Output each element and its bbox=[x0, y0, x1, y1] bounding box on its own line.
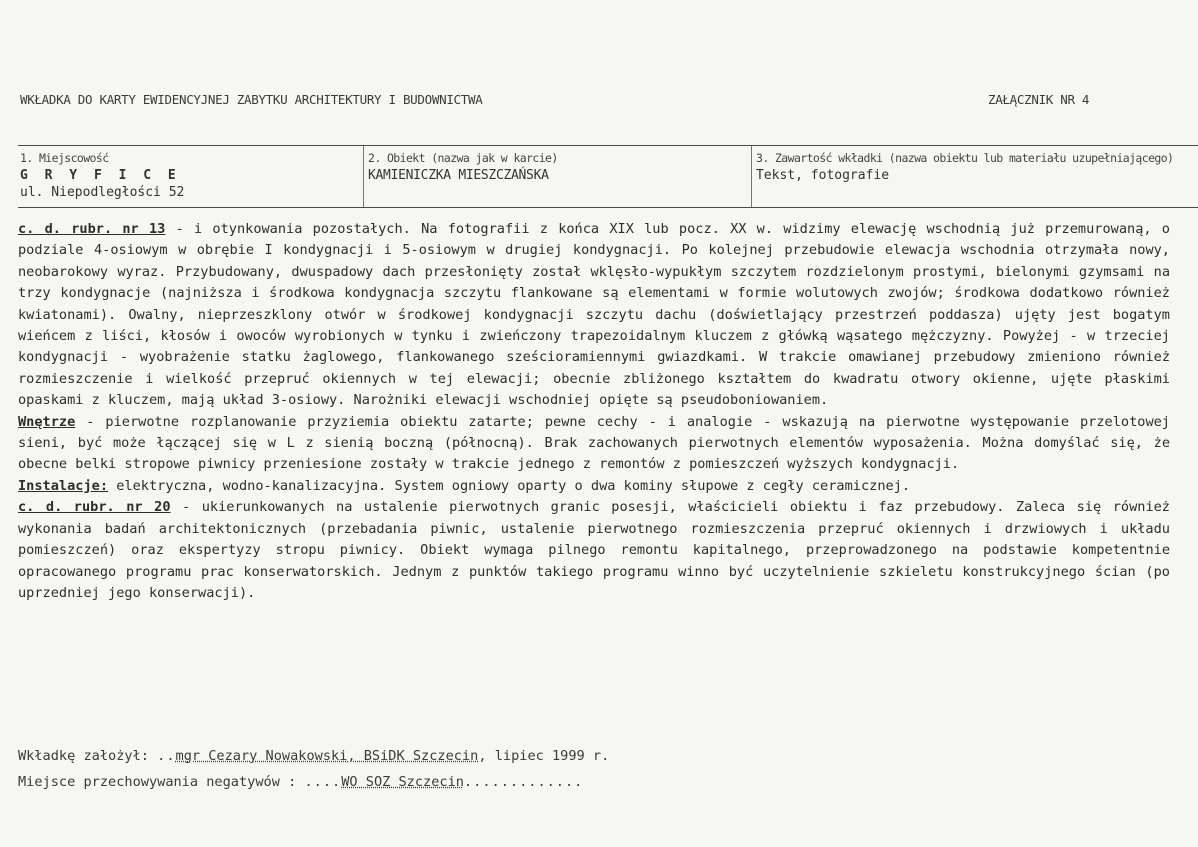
installations-heading: Instalacje: bbox=[18, 477, 109, 494]
form-title: WKŁADKA DO KARTY EWIDENCYJNEJ ZABYTKU ARCHITEKTURY I BUDOWNICTWA bbox=[20, 92, 483, 107]
interior-text: - pierwotne rozplanowanie przyziemia obiektu zatarte; pewne cechy - i analogie - wskazują na pierwotne występowanie przelotowej sieni, być może łączącej się w L z sienią boczną (północną). Brak zachowanych pierwotnych elementów wyposażenia. Można domyślać się, że obecne belki stropowe piwnicy przeniesione zostały w trakcie jednego z remontów z pomieszczeń wyższych kondygnacji. bbox=[18, 413, 1170, 473]
bottom-rule bbox=[18, 207, 1198, 208]
storage-dots-after: ............. bbox=[463, 774, 584, 790]
author-dots: .. bbox=[157, 748, 176, 764]
installations-text: elektryczna, wodno-kanalizacyjna. System ogniowy oparty o dwa kominy słupowe z cegły ceramicznej. bbox=[108, 477, 911, 494]
storage-label: Miejsce przechowywania negatywów : bbox=[18, 774, 305, 790]
object-cell bbox=[368, 150, 748, 184]
contents-cell bbox=[756, 150, 1198, 184]
address-value: ul. Niepodległości 52 bbox=[20, 185, 185, 200]
rubric-13-reference: c. d. rubr. nr 13 bbox=[18, 221, 166, 237]
author-value: mgr Cezary Nowakowski, BSiDK Szczecin bbox=[175, 748, 479, 764]
column-separator-2 bbox=[751, 146, 752, 207]
paragraph-installations bbox=[18, 476, 1170, 497]
description-text bbox=[18, 219, 1170, 604]
paragraph-rubric-20 bbox=[18, 497, 1170, 604]
place-label: 1. Miejscowość bbox=[20, 151, 109, 165]
storage-dots-before: .... bbox=[304, 774, 342, 790]
place-cell bbox=[20, 150, 360, 201]
top-rule bbox=[18, 145, 1198, 146]
paragraph-rubric-13 bbox=[18, 219, 1170, 412]
rubric-20-text: - ukierunkowanych na ustalenie pierwotnych granic posesji, właścicieli obiektu i faz przebudowy. Zaleca się również wykonania badań architektonicznych (przebadania piwnic, ustalenie pierwotnego rozmieszczenia przepruć okiennych i drzwiowych i układu pomieszczeń) oraz ekspertyzy stropu piwnicy. Obiekt wymaga pilnego remontu kapitalnego, przeprowadzonego na podstawie kompetentnie opracowanego programu prac konserwatorskich. Jednym z punktów takiego programu winno być uczytelnienie szkieletu konstrukcyjnego ścian (po uprzedniej jego konserwacji). bbox=[18, 499, 1170, 601]
contents-label: 3. Zawartość wkładki (nazwa obiektu lub materiału uzupełniającego) bbox=[756, 151, 1174, 165]
storage-value: WO SOZ Szczecin bbox=[341, 774, 464, 790]
object-label: 2. Obiekt (nazwa jak w karcie) bbox=[368, 151, 558, 165]
interior-heading: Wnętrze bbox=[18, 413, 76, 430]
annex-label: ZAŁĄCZNIK NR 4 bbox=[988, 92, 1090, 107]
place-value: G R Y F I C E bbox=[20, 168, 181, 183]
author-date: , lipiec 1999 r. bbox=[478, 748, 610, 764]
rubric-13-text: - i otynkowania pozostałych. Na fotografii z końca XIX lub pocz. XX w. widzimy elewację wschodnią już przemurowaną, o podziale 4-osiowym w obrębie I kondygnacji i 5-osiowym w drugiej kondygnacji. Po kolejnej przebudowie elewacja wschodnia otrzymała nowy, neobarokowy wyraz. Przybudowany, dwuspadowy dach przesłonięty został wklęsło-wypukłym szczytem rozdzielonym prostymi, bielonymi gzymsami na trzy kondygnacje (najniższa i środkowa kondygnacja szczytu flankowane są elementami w formie wolutowych zwojów; środkowa dodatkowo również kwiatonami). Owalny, nieprzeszklony otwór w środkowej kondygnacji szczytu dachu (doświetlający przestrzeń poddasza) ujęty jest bogatym wieńcem z liści, kłosów i owoców wyrobionych w tynku i zwieńczony trapezoidalnym kluczem z główką wąsatego mężczyzny. Powyżej - w trzeciej kondygnacji - wyobrażenie statku żaglowego, flankowanego sześcioramiennymi gwiazdkami. W trakcie omawianej przebudowy zmieniono również rozmieszczenie i wielkość przepruć okiennych w tej elewacji; obecnie zbliżonego kształtem do kwadratu otwory okienne, ujęte płaskimi opaskami z kluczem, mają układ 3-osiowy. Narożniki elewacji wschodniej opięte są pseudoboniowaniem. bbox=[18, 221, 1170, 409]
author-label: Wkładkę założył: bbox=[18, 748, 158, 764]
rubric-20-reference: c. d. rubr. nr 20 bbox=[18, 499, 171, 516]
object-value: KAMIENICZKA MIESZCZAŃSKA bbox=[368, 168, 549, 183]
contents-value: Tekst, fotografie bbox=[756, 168, 890, 183]
paragraph-interior bbox=[18, 412, 1170, 476]
author-line bbox=[18, 748, 609, 764]
negatives-storage-line bbox=[18, 774, 583, 790]
column-separator-1 bbox=[363, 146, 364, 207]
